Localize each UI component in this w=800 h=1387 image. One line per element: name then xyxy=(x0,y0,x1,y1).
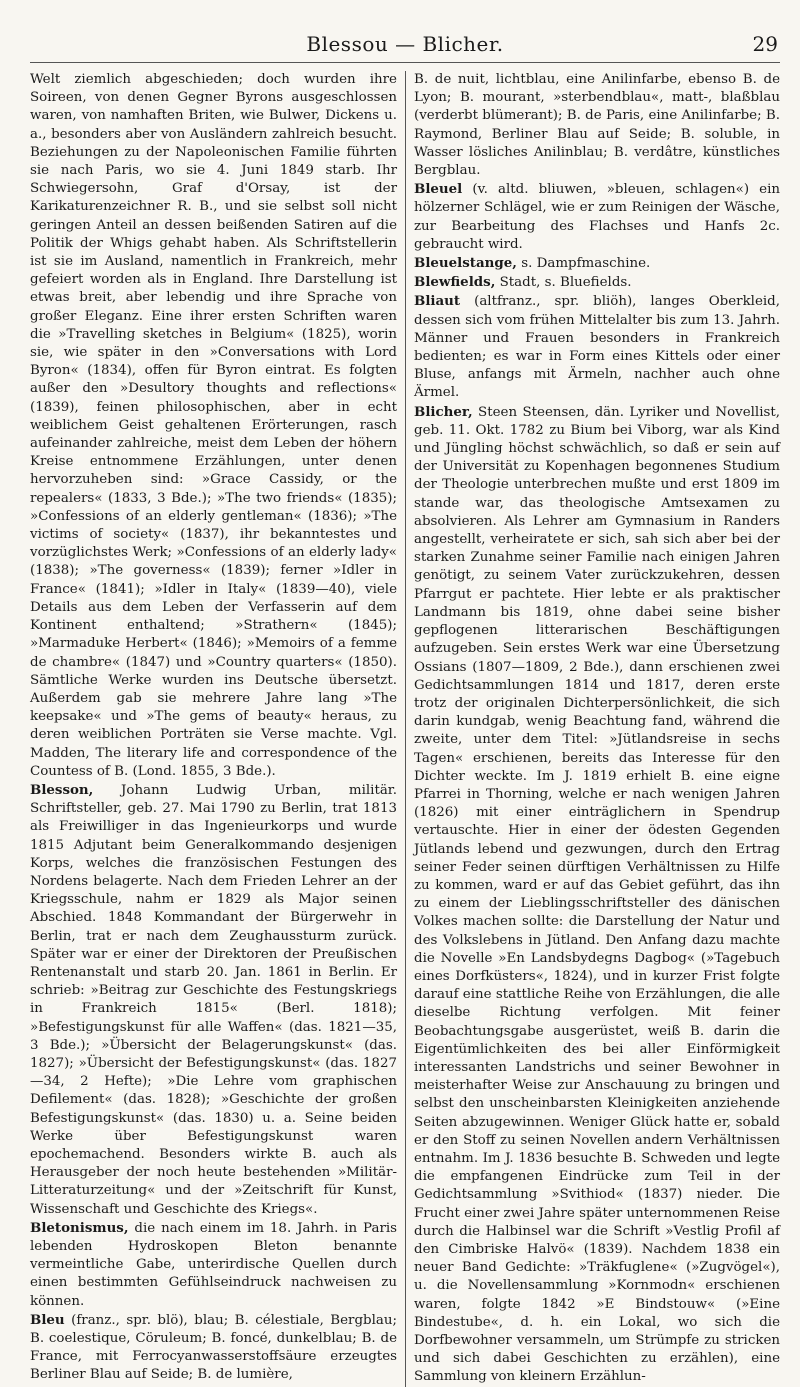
text-columns xyxy=(30,71,780,1387)
page-number: 29 xyxy=(752,32,778,56)
entry-headword: Bletonismus, xyxy=(30,1219,129,1236)
entry-headword: Bleu xyxy=(30,1311,65,1328)
entry-bleuelstange xyxy=(414,254,780,273)
continued-text: B. de nuit, lichtblau, eine Anilinfarbe, ebenso B. de Lyon; B. mourant, »sterbendblau«, matt-, blaßblau (verderbt blümerant); B. de Paris, eine Anilinfarbe; B. Raymond, Berliner Blau auf Seide; B. soluble, in Wasser lösliches Anilinblau; B. verdâtre, künstliches Bergblau. xyxy=(414,72,780,179)
running-title: Blessou — Blicher. xyxy=(306,32,504,56)
entry-headword: Bliaut xyxy=(414,293,461,310)
entry-text: (v. altd. bliuwen, »bleuen, schlagen«) ein hölzerner Schlägel, wie er zum Reinigen der Wäsche, zur Bearbeitung des Flachses und Hanfs 2c. gebraucht wird. xyxy=(414,182,780,252)
entry-text: die nach einem im 18. Jahrh. in Paris lebenden Hydroskopen Bleton benannte vermeintliche Gabe, unterirdische Quellen durch einen bestimmten Gefühlseindruck nachweisen zu können. xyxy=(30,1220,397,1309)
entry-blicher xyxy=(414,403,780,1387)
entry-text: Stadt, s. Bluefields. xyxy=(495,275,632,291)
entry-headword: Blewfields, xyxy=(414,274,496,291)
right-column xyxy=(406,71,780,1387)
entry-bliaut xyxy=(414,292,780,402)
entry-bleu xyxy=(30,1311,397,1385)
entry-blesson xyxy=(30,781,397,1219)
entry-text: Steen Steensen, dän. Lyriker und Novellist, geb. 11. Okt. 1782 zu Bium bei Viborg, war als Kind und Jüngling höchst schwächlich, so daß er sein auf der Universität zu Kopenhagen begonnenes Studium der Theologie unterbrechen mußte und erst 1809 im stande war, das theologische Amtsexamen zu absolvieren. Als Lehrer am Gymnasium in Randers angestellt, verheiratete er sich, sah sich aber bei der starken Zunahme seiner Familie nach einigen Jahren genötigt, zu seinem Vater zurückzukehren, dessen Pfarrgut er pachtete. Hier lebte er als praktischer Landmann bis 1819, ohne dabei seine bisher gepflogenen litterarischen Beschäftigungen aufzugeben. Sein erstes Werk war eine Übersetzung Ossians (1807—1809, 2 Bde.), dann erschienen zwei Gedichtsammlungen 1814 und 1817, deren erste trotz der originalen Dichterpersönlichkeit, die sich darin kundgab, wenig Beachtung fand, während die zweite, unter dem Titel: »Jütlandsreise in sechs Tagen« erschienen, bereits das Interesse für den Dichter weckte. Im J. 1819 erhielt B. eine eigne Pfarrei in Thorning, welche er nach wenigen Jahren (1826) mit einer einträglichern in Spendrup vertauschte. Hier in einer der ödesten Gegenden Jütlands lebend und gezwungen, durch den Ertrag seiner Feder seinen dürftigen Verhältnissen zu Hilfe zu kommen, ward er auf das Gebiet geführt, das ihn zu einem der Lieblingsschriftsteller des dänischen Volkes machen sollte: die Darstellung der Natur und des Volkslebens in Jütland. Den Anfang dazu machte die Novelle »En Landsbydegns Dagbog« (»Tagebuch eines Dorfküsters«, 1824), und in kurzer Frist folgte darauf eine stattliche Reihe von Erzählungen, die alle dieselbe Richtung verfolgen. Mit feiner Beobachtungsgabe ausgerüstet, weiß B. darin die Eigentümlichkeiten des bei aller Einförmigkeit interessanten Landstrichs und seiner Bewohner in meisterhafter Weise zur Anschauung zu bringen und selbst den unscheinbarsten Kleinigkeiten anziehende Seiten abzugewinnen. Weniger Glück hatte er, sobald er den Stoff zu seinen Novellen andern Verhältnissen entnahm. Im J. 1836 besuchte B. Schweden und legte die empfangenen Eindrücke zum Teil in der Gedichtsammlung »Svithiod« (1837) nieder. Die Frucht einer zwei Jahre später unternommenen Reise durch die Halbinsel war die Schrift »Vestlig Profil af den Cimbriske Halvö« (1839). Nachdem 1838 ein neuer Band Gedichte: »Träkfuglene« (»Zugvögel«), u. die Novellensammlung »Kornmodn« erschienen waren, folgte 1842 »E Bindstouw« (»Eine Bindestube«, d. h. ein Lokal, wo sich die Dorfbewohner versammeln, um Strümpfe zu stricken und sich dabei Geschichten zu erzählen), eine Sammlung von kleinern Erzählun- xyxy=(414,404,780,1385)
entry-headword: Blicher, xyxy=(414,403,473,420)
page-header xyxy=(30,26,780,63)
continued-text: Welt ziemlich abgeschieden; doch wurden ihre Soireen, von denen Gegner Byrons ausgeschlossen waren, von namhaften Briten, wie Bulwer, Dickens u. a., besonders aber von Ausländern zahlreich besucht. Beziehungen zu der Napoleonischen Familie führten sie nach Paris, wo sie 4. Juni 1849 starb. Ihr Schwiegersohn, Graf d'Orsay, ist der Karikaturenzeichner R. B., und sie selbst soll nicht geringen Anteil an dessen beißenden Satiren auf die Politik der Whigs gehabt haben. Als Schriftstellerin ist sie im Ausland, namentlich in Frankreich, mehr gefeiert worden als in England. Ihre Darstellung ist etwas breit, aber lebendig und ihre Sprache von großer Eleganz. Eine ihrer ersten Schriften waren die »Travelling sketches in Belgium« (1825), worin sie, wie später in den »Conversations with Lord Byron« (1834), offen für Byron eintrat. Es folgten außer den »Desultory thoughts and reflections« (1839), feinen philosophischen, aber in echt weiblichem Geist gehaltenen Erörterungen, rasch aufeinander zahlreiche, meist dem Leben der höhern Kreise entnommene Erzählungen, unter denen hervorzuheben sind: »Grace Cassidy, or the repealers« (1833, 3 Bde.); »The two friends« (1835); »Confessions of an elderly gentleman« (1836); »The victims of society« (1837), ihr bekanntestes und vorzüglichstes Werk; »Confessions of an elderly lady« (1838); »The governess« (1839); ferner »Idler in France« (1841); »Idler in Italy« (1839—40), viele Details aus dem Leben der Verfasserin auf dem Kontinent enthaltend; »Strathern« (1845); »Marmaduke Herbert« (1846); »Memoirs of a femme de chambre« (1847) und »Country quarters« (1850). Sämtliche Werke wurden ins Deutsche übersetzt. Außerdem gab sie mehrere Jahre lang »The keepsake« und »The gems of beauty« heraus, zu deren weiblichen Porträten sie Verse machte. Vgl. Madden, The literary life and correspondence of the Countess of B. (Lond. 1855, 3 Bde.). xyxy=(30,72,397,779)
entry-text: (altfranz., spr. bliöh), langes Oberkleid, dessen sich vom frühen Mittelalter bis zum 13. Jahrh. Männer und Frauen besonders in Frankreich bedienten; es war in Form eines Kittels oder einer Bluse, anfangs mit Ärmeln, nachher auch ohne Ärmel. xyxy=(414,294,780,401)
entry-text: s. Dampfmaschine. xyxy=(516,256,651,272)
entry-headword: Bleuelstange, xyxy=(414,255,517,272)
entry-bleuel xyxy=(414,180,780,254)
entry-text: (franz., spr. blö), blau; B. célestiale, Bergblau; B. coelestique, Cöruleum; B. foncé, dunkelblau; B. de France, mit Ferrocyanwasserstoffsäure erzeugtes Berliner Blau auf Seide; B. de lumière, xyxy=(30,1312,397,1383)
entry-headword: Blesson, xyxy=(30,781,94,798)
entry-blewfields xyxy=(414,273,780,292)
entry-headword: Bleuel xyxy=(414,181,463,198)
left-column xyxy=(30,71,406,1387)
entry-bletonismus xyxy=(30,1219,397,1311)
entry-text: Johann Ludwig Urban, militär. Schriftsteller, geb. 27. Mai 1790 zu Berlin, trat 1813 als Freiwilliger in das Ingenieurkorps und wurde 1815 Adjutant beim Generalkommando desjenigen Korps, welches die französischen Festungen des Nordens belagerte. Nach dem Frieden Lehrer an der Kriegsschule, nahm er 1829 als Major seinen Abschied. 1848 Kommandant der Bürgerwehr in Berlin, trat er nach dem Zeughaussturm zurück. Später war er einer der Direktoren der Preußischen Rentenanstalt und starb 20. Jan. 1861 in Berlin. Er schrieb: »Beitrag zur Geschichte des Festungskriegs in Frankreich 1815« (Berl. 1818); »Befestigungskunst für alle Waffen« (das. 1821—35, 3 Bde.); »Übersicht der Belagerungskunst« (das. 1827); »Übersicht der Befestigungskunst« (das. 1827—34, 2 Hefte); »Die Lehre vom graphischen Defilement« (das. 1828); »Geschichte der großen Befestigungskunst« (das. 1830) u. a. Seine beiden Werke über Befestigungskunst waren epochemachend. Besonders wirkte B. auch als Herausgeber der noch heute bestehenden »Militär-Litteraturzeitung« und der »Zeitschrift für Kunst, Wissenschaft und Geschichte des Kriegs«. xyxy=(30,782,397,1217)
